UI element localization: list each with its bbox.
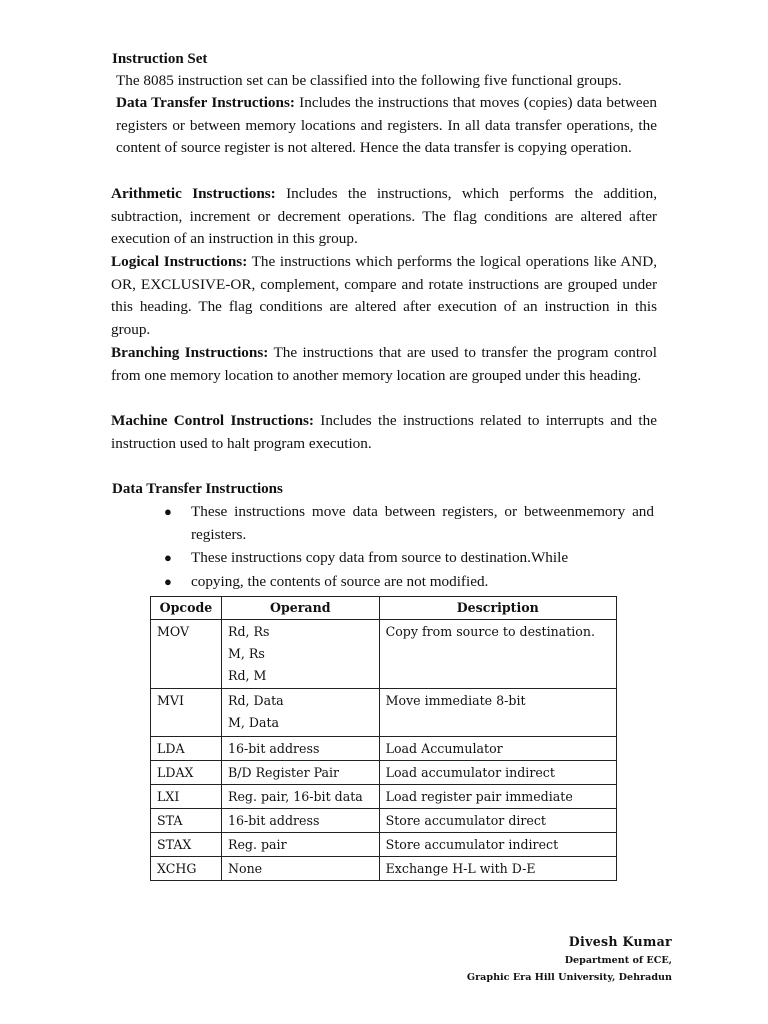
bullet-list — [160, 501, 654, 593]
list-item: ● These instructions move data between registers, or betweenmemory and registers. — [164, 503, 654, 543]
opcode-cell: MOV — [151, 620, 222, 689]
intro-paragraph: The 8085 instruction set can be classified into the following five functional groups. — [116, 72, 622, 89]
column-header: Description — [379, 597, 616, 620]
group-branching — [111, 342, 657, 387]
column-header: Operand — [221, 597, 379, 620]
operand-cell: Rd, Rs M, Rs Rd, M — [221, 620, 379, 689]
opcode-cell: XCHG — [151, 857, 222, 881]
table-row — [151, 809, 617, 833]
list-item: ● copying, the contents of source are not modified. — [160, 571, 654, 594]
list-item: ● These instructions copy data from source to destination.While — [160, 547, 654, 570]
group-title: Logical Instructions: — [111, 253, 248, 270]
group-logical — [111, 251, 657, 341]
table-row — [151, 857, 617, 881]
operand-cell: 16-bit address — [221, 809, 379, 833]
description-cell: Load accumulator indirect — [379, 761, 616, 785]
group-text: The instructions that are used to transfer the program control from one memory location to another memory location are grouped under this heading. — [111, 344, 657, 384]
operand-cell: None — [221, 857, 379, 881]
description-cell: Load register pair immediate — [379, 785, 616, 809]
section-heading: Data Transfer Instructions — [112, 481, 283, 497]
author-signature — [467, 932, 672, 986]
operand-cell: 16-bit address — [221, 737, 379, 761]
description-cell: Store accumulator direct — [379, 809, 616, 833]
table-row — [151, 761, 617, 785]
group-text: The instructions which performs the logical operations like AND, OR, EXCLUSIVE-OR, complement, compare and rotate instructions are grouped under this heading. The flag conditions are altered after execution of an instruction in this group. — [111, 253, 657, 338]
group-title: Arithmetic Instructions: — [111, 185, 276, 202]
page-title: Instruction Set — [112, 51, 208, 67]
description-cell: Move immediate 8-bit — [379, 689, 616, 737]
description-cell: Load Accumulator — [379, 737, 616, 761]
table-row — [151, 737, 617, 761]
opcode-cell: LXI — [151, 785, 222, 809]
opcode-cell: LDAX — [151, 761, 222, 785]
opcode-cell: STA — [151, 809, 222, 833]
bullet-icon: ● — [164, 504, 172, 519]
operand-cell: B/D Register Pair — [221, 761, 379, 785]
group-text: Includes the instructions related to interrupts and the instruction used to halt program execution. — [111, 412, 657, 452]
group-machine-control — [111, 410, 657, 455]
group-text: Includes the instructions that moves (copies) data between registers or between memory locations and registers. In all data transfer operations, the content of source register is not altered. Hence the data transfer is copying operation. — [116, 94, 657, 157]
data-transfer-table — [150, 596, 617, 881]
opcode-cell: LDA — [151, 737, 222, 761]
university: Graphic Era Hill University, Dehradun — [466, 972, 672, 983]
opcode-cell: STAX — [151, 833, 222, 857]
table-row — [151, 833, 617, 857]
operand-cell: Reg. pair — [221, 833, 379, 857]
group-title: Machine Control Instructions: — [111, 412, 314, 429]
table-header-row — [151, 597, 617, 620]
description-cell: Copy from source to destination. — [379, 620, 616, 689]
author-name: Divesh Kumar — [568, 934, 672, 949]
bullet-icon: ● — [164, 550, 172, 566]
group-data-transfer — [116, 92, 657, 160]
group-arithmetic — [111, 183, 657, 251]
bullet-icon: ● — [164, 573, 172, 589]
column-header: Opcode — [151, 597, 222, 620]
table-row — [151, 689, 617, 737]
opcode-cell: MVI — [151, 689, 222, 737]
group-text: Includes the instructions, which performs the addition, subtraction, increment or decrement operations. The flag conditions are altered after execution of an instruction in this group. — [111, 185, 657, 248]
table-row — [151, 785, 617, 809]
operand-cell: Rd, Data M, Data — [221, 689, 379, 737]
table-row — [151, 620, 617, 689]
department: Department of ECE, — [564, 955, 672, 966]
description-cell: Exchange H-L with D-E — [379, 857, 616, 881]
description-cell: Store accumulator indirect — [379, 833, 616, 857]
group-title: Data Transfer Instructions: — [116, 94, 295, 111]
operand-cell: Reg. pair, 16-bit data — [221, 785, 379, 809]
group-title: Branching Instructions: — [111, 344, 269, 361]
